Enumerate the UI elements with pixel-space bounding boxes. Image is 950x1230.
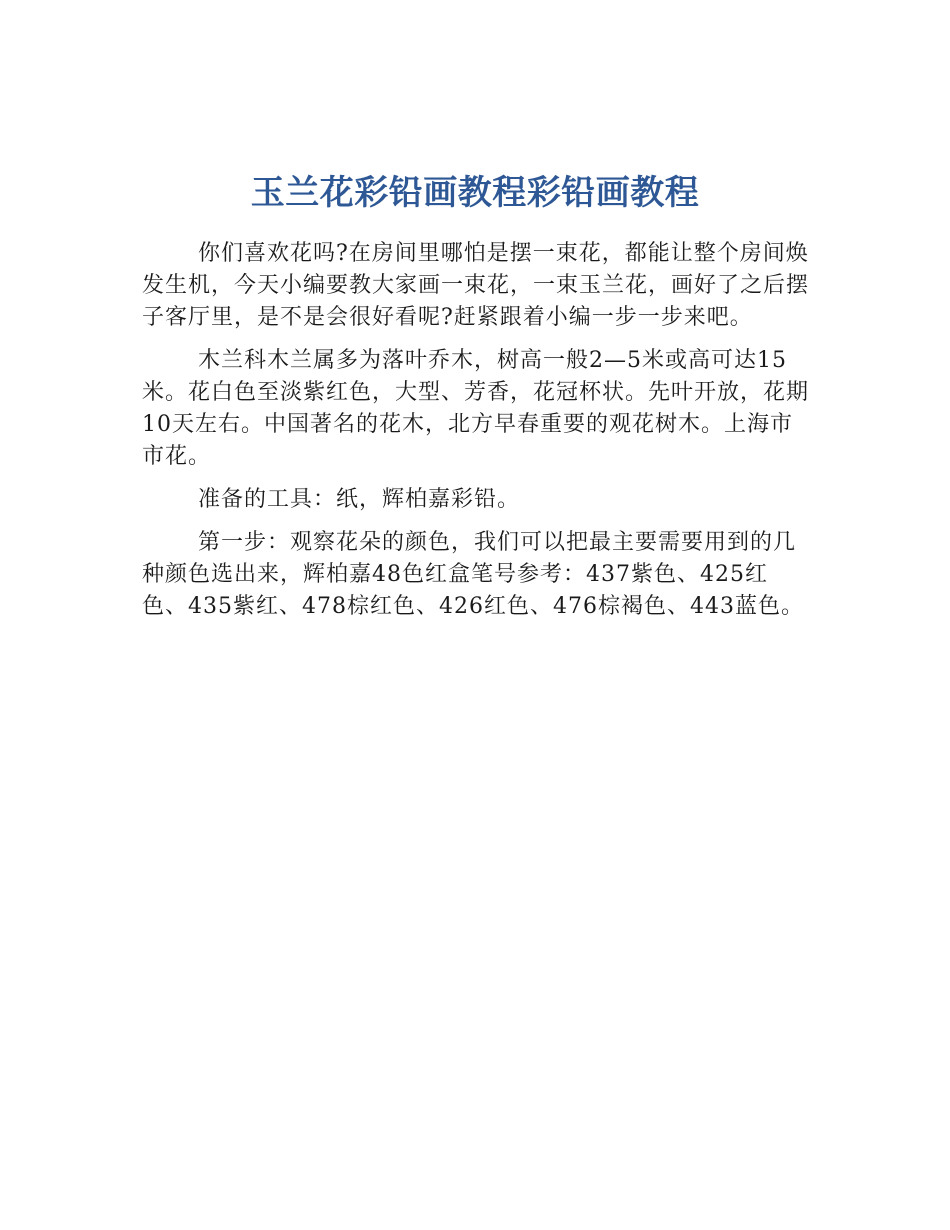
intro-paragraph: 你们喜欢花吗?在房间里哪怕是摆一束花，都能让整个房间焕发生机，今天小编要教大家画一束花，一束玉兰花，画好了之后摆子客厅里，是不是会很好看呢?赶紧跟着小编一步一步来吧。: [142, 241, 810, 330]
magnolia-description-paragraph: 木兰科木兰属多为落叶乔木，树高一般2—5米或高可达15米。花白色至淡紫红色，大型、芳香，花冠杯状。先叶开放，花期10天左右。中国著名的花木，北方早春重要的观花树木。上海市市花。: [142, 348, 810, 469]
document-body: [142, 238, 812, 634]
tools-paragraph: 准备的工具：纸，辉柏嘉彩铅。: [198, 487, 521, 512]
step-one-paragraph: 第一步：观察花朵的颜色，我们可以把最主要需要用到的几种颜色选出来，辉柏嘉48色红盒笔号参考：437紫色、425红色、435紫红、478棕红色、426红色、476棕褐色、443蓝色。: [142, 530, 804, 619]
document-title: 玉兰花彩铅画教程彩铅画教程: [250, 172, 700, 213]
